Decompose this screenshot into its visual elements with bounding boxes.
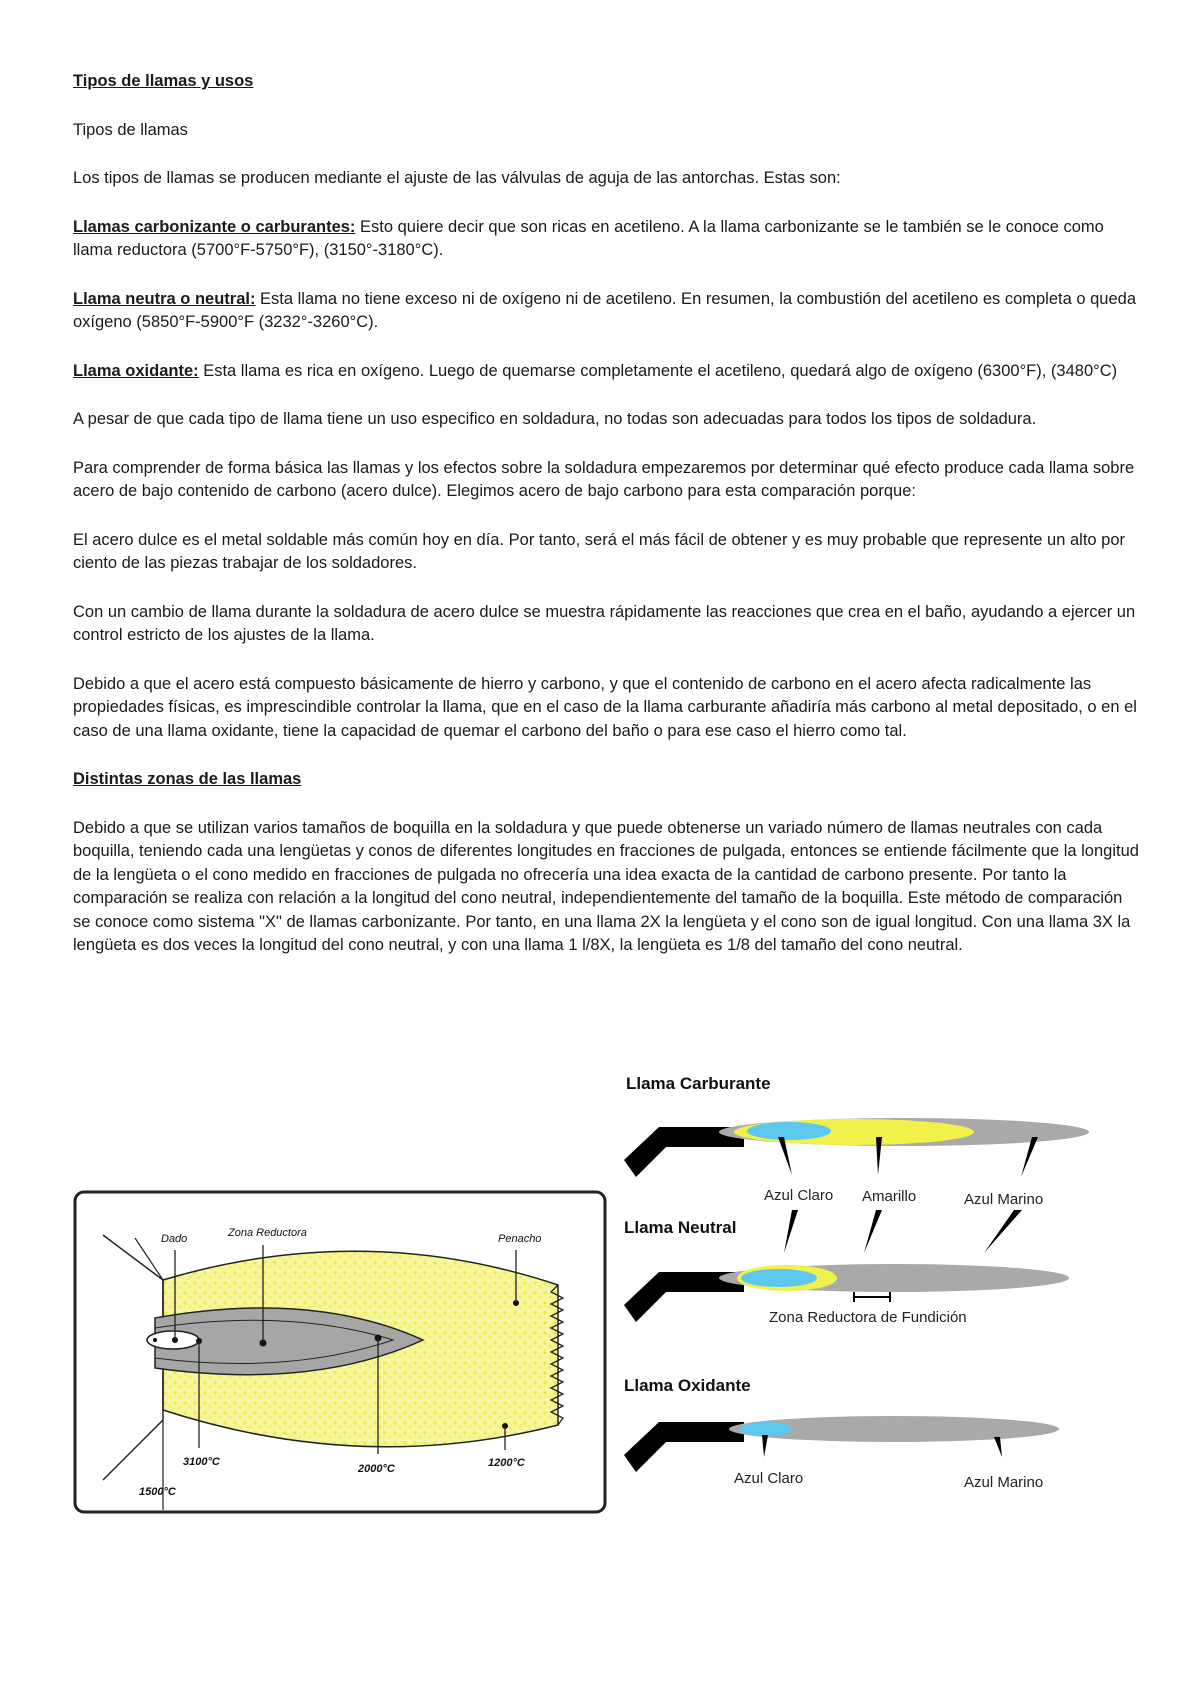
document-body — [73, 70, 1143, 983]
label-penacho: Penacho — [498, 1233, 542, 1245]
carburante-light-blue-cone — [747, 1122, 831, 1140]
label-azul-marino-oxidante: Azul Marino — [964, 1474, 1044, 1491]
pointer-arrow — [784, 1210, 798, 1253]
flame-carburante-paragraph — [73, 216, 1143, 263]
label-azul-claro: Azul Claro — [764, 1187, 834, 1204]
oxidante-light-blue-cone — [740, 1422, 792, 1436]
flame-description: Esta llama es rica en oxígeno. Luego de quemarse completamente el acetileno, quedará algo de oxígeno (6300°F), (3480°C) — [198, 361, 1118, 380]
carburante-title: Llama Carburante — [626, 1074, 771, 1093]
pointer-arrow — [876, 1137, 882, 1175]
label-azul-marino: Azul Marino — [964, 1191, 1044, 1208]
flame-zones-diagram — [73, 1190, 608, 1520]
pointer-arrow — [762, 1435, 768, 1457]
body-paragraph: Para comprender de forma básica las llamas y los efectos sobre la soldadura empezaremos por determinar qué efecto produce cada llama sobre acero de bajo contenido de carbono (acero dulce). Elegimos acero de bajo carbono para esta comparación porque: — [73, 458, 1135, 500]
flame-term: Llama neutra o neutral: — [73, 289, 256, 308]
neutral-light-blue-cone — [741, 1269, 817, 1287]
flame-term: Llamas carbonizante o carburantes: — [73, 217, 356, 236]
point-1500 — [153, 1338, 157, 1342]
label-azul-claro-oxidante: Azul Claro — [734, 1470, 804, 1487]
label-zona-reductora: Zona Reductora — [228, 1227, 307, 1239]
label-zona-reductora-fundicion: Zona Reductora de Fundición — [769, 1309, 967, 1326]
oxidante-title: Llama Oxidante — [624, 1376, 751, 1395]
label-3100: 3100°C — [183, 1456, 220, 1468]
section-title: Distintas zonas de las llamas — [73, 770, 302, 788]
document-title: Tipos de llamas y usos — [73, 72, 254, 90]
pointer-arrow — [994, 1437, 1002, 1457]
intro-paragraph: Los tipos de llamas se producen mediante el ajuste de las válvulas de aguja de las antorchas. Estas son: — [73, 169, 841, 187]
neutral-title: Llama Neutral — [624, 1218, 737, 1237]
label-1500: 1500°C — [139, 1486, 176, 1498]
torch-icon — [624, 1422, 744, 1472]
pointer-arrow — [984, 1210, 1022, 1253]
flame-oxidante-paragraph — [73, 360, 1143, 384]
body-paragraph: Debido a que el acero está compuesto básicamente de hierro y carbono, y que el contenido de carbono en el acero afecta radicalmente las propiedades físicas, es imprescindible controlar la llama, que en el caso de la llama carburante añadiría más carbono al metal depositado, o en el caso de una llama oxidante, tiene la capacidad de quemar el carbono del baño o para ese caso el hierro como tal. — [73, 674, 1137, 740]
flame-types-diagram — [614, 1065, 1114, 1520]
label-1200: 1200°C — [488, 1457, 525, 1469]
label-2000: 2000°C — [358, 1463, 395, 1475]
subtitle: Tipos de llamas — [73, 120, 188, 139]
pointer-arrow — [864, 1210, 882, 1253]
flame-term: Llama oxidante: — [73, 361, 199, 380]
pointer-arrow — [1021, 1137, 1038, 1177]
flame-description: Esta llama no tiene exceso ni de oxígeno ni de acetileno. En resumen, la combustión del acetileno es completa o queda oxígeno (5850°F-5900°F (3232°-3260°C). — [73, 289, 1137, 331]
flame-description: Esto quiere decir que son ricas en acetileno. A la llama carbonizante se le también se le conoce como llama reductora (5700°F-5750°F), (3150°-3180°C). — [73, 217, 1104, 259]
flame-neutral-paragraph — [73, 288, 1143, 335]
body-paragraph: Con un cambio de llama durante la soldadura de acero dulce se muestra rápidamente las reacciones que crea en el baño, ayudando a ejercer un control estricto de los ajustes de la llama. — [73, 602, 1136, 644]
label-amarillo: Amarillo — [862, 1188, 917, 1205]
body-paragraph: A pesar de que cada tipo de llama tiene un uso especifico en soldadura, no todas son adecuadas para todos los tipos de soldadura. — [73, 410, 1037, 428]
section-paragraph: Debido a que se utilizan varios tamaños de boquilla en la soldadura y que puede obtenerse un variado número de llamas neutrales con cada boquilla, teniendo cada una lengüetas y conos de diferentes longitudes en fracciones de pulgada, entonces se entiende fácilmente que la longitud de la lengüeta o el cono medido en fracciones de pulgada no ofrecería una idea exacta de la cantidad de carbono presente. Por tanto la comparación se realiza con relación a la longitud del cono neutral, independientemente del tamaño de la boquilla. Este método de comparación se conoce como sistema "X" de llamas carbonizante. Por tanto, en una llama 2X la lengüeta y el cono son de igual longitud. Con una llama 3X la lengüeta es dos veces la longitud del cono neutral, y con una llama 1 l/8X, la lengüeta es 1/8 del tamaño del cono neutral. — [73, 818, 1139, 954]
body-paragraph: El acero dulce es el metal soldable más común hoy en día. Por tanto, será el más fácil de obtener y es muy probable que represente un alto por ciento de las piezas trabajar de los soldadores. — [73, 530, 1126, 572]
label-dado: Dado — [161, 1233, 188, 1245]
